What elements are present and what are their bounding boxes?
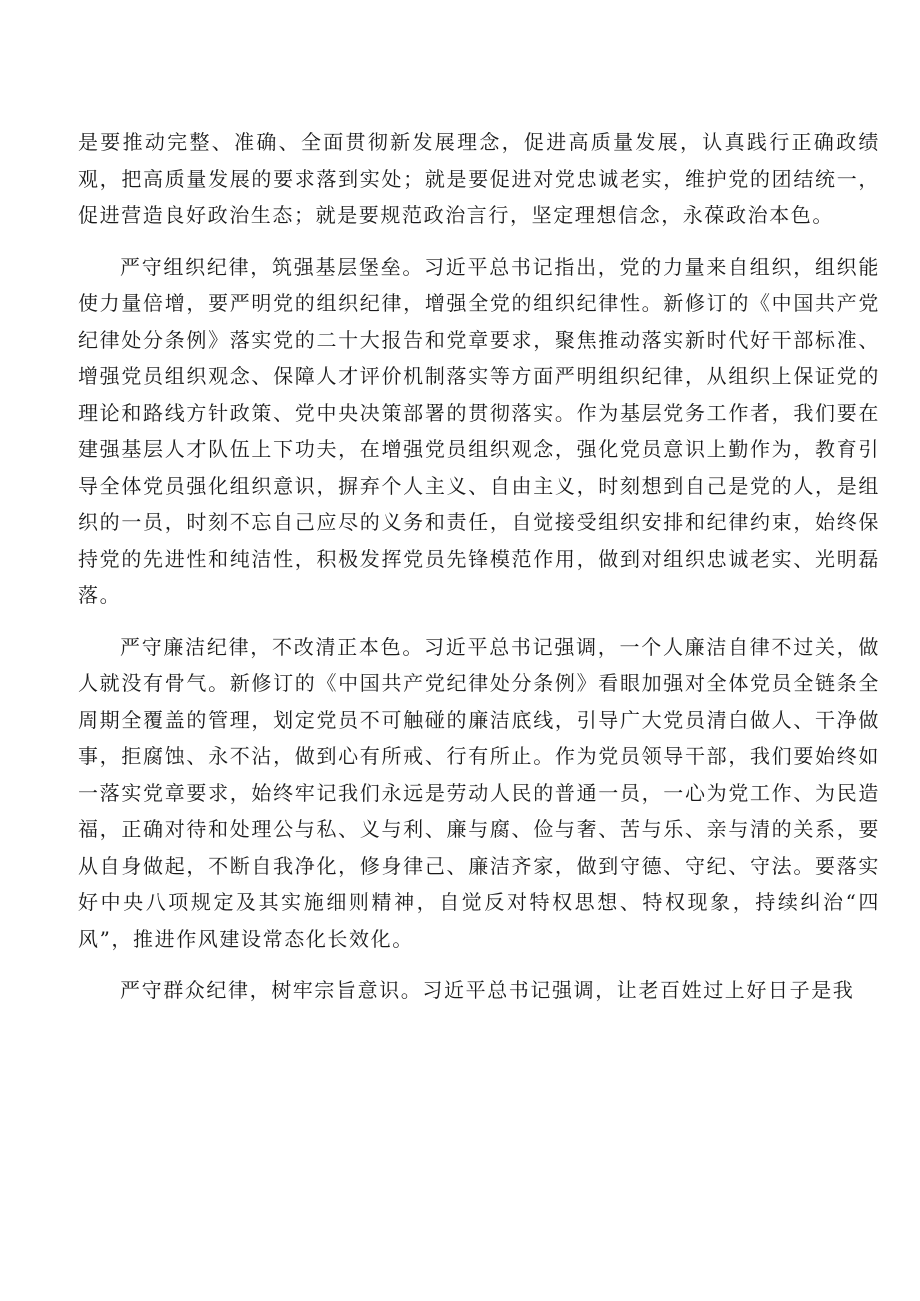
paragraph-mass-discipline: 严守群众纪律，树牢宗旨意识。习近平总书记强调，让老百姓过上好日子是我 (120, 978, 855, 1002)
paragraph-continuation: 是要推动完整、准确、全面贯彻新发展理念，促进高质量发展，认真践行正确政绩观，把高质量发展的要求落到实处；就是要促进对党忠诚老实，维护党的团结统一，促进营造良好政治生态；就是要规范政治言行，坚定理想信念，永葆政治本色。 (78, 130, 880, 227)
paragraph-organizational-discipline: 严守组织纪律，筑强基层堡垒。习近平总书记指出，党的力量来自组织，组织能使力量倍增，要严明党的组织纪律，增强全党的组织纪律性。新修订的《中国共产党纪律处分条例》落实党的二十大报告和党章要求，聚焦推动落实新时代好干部标准、增强党员组织观念、保障人才评价机制落实等方面严明组织纪律，从组织上保证党的理论和路线方针政策、党中央决策部署的贯彻落实。作为基层党务工作者，我们要在建强基层人才队伍上下功夫，在增强党员组织观念，强化党员意识上勤作为，教育引导全体党员强化组织意识，摒弃个人主义、自由主义，时刻想到自己是党的人，是组织的一员，时刻不忘自己应尽的义务和责任，自觉接受组织安排和纪律约束，始终保持党的先进性和纯洁性，积极发挥党员先锋模范作用，做到对组织忠诚老实、光明磊落。 (78, 254, 880, 607)
paragraph-integrity-discipline: 严守廉洁纪律，不改清正本色。习近平总书记强调，一个人廉洁自律不过关，做人就没有骨气。新修订的《中国共产党纪律处分条例》看眼加强对全体党员全链条全周期全覆盖的管理，划定党员不可触碰的廉洁底线，引导广大党员清白做人、干净做事，拒腐蚀、永不沾，做到心有所戒、行有所止。作为党员领导干部，我们要始终如一落实党章要求，始终牢记我们永远是劳动人民的普通一员，一心为党工作、为民造福，正确对待和处理公与私、义与利、廉与腐、俭与奢、苦与乐、亲与清的关系，要从自身做起，不断自我净化，修身律己、廉洁齐家，做到守德、守纪、守法。要落实好中央八项规定及其实施细则精神，自觉反对特权思想、特权现象，持续纠治“四风”，推进作风建设常态化长效化。 (78, 634, 880, 951)
